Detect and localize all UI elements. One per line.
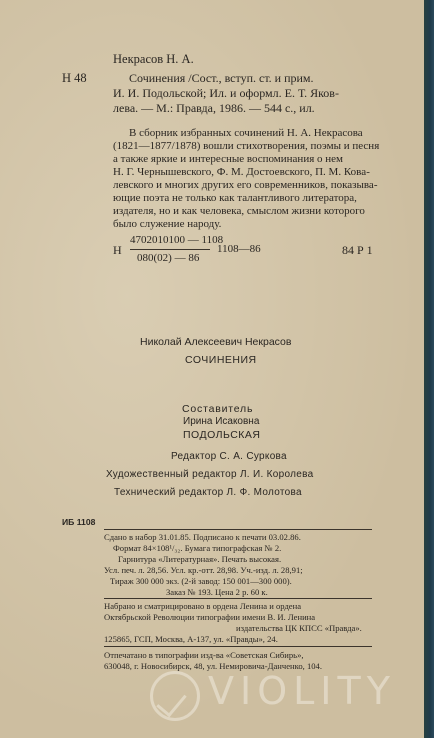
art-editor-line: Художественный редактор Л. И. Королева — [106, 469, 314, 480]
imprint-rule-top — [104, 529, 372, 530]
entry-line-1: Сочинения /Сост., вступ. ст. и прим. — [129, 71, 314, 85]
printer-line-2: 630048, г. Новосибирск, 48, ул. Немировича-Данченко, 104. — [104, 661, 322, 671]
compiler-label: Составитель — [182, 403, 254, 415]
catalog-code: 1108—86 — [217, 243, 261, 255]
watermark — [150, 665, 420, 725]
tech-editor-line: Технический редактор Л. Ф. Молотова — [114, 487, 302, 498]
watermark-text: VIOLITY — [208, 669, 396, 713]
printer-line-1: Отпечатано в типографии изд-ва «Советская Сибирь», — [104, 650, 304, 660]
publisher-line-1: Набрано и сматрицировано в ордена Ленина и ордена — [104, 601, 302, 611]
imprint-line-4: Усл. печ. л. 28,56. Усл. кр.-отт. 28,98. Уч.-изд. л. 28,91; — [104, 565, 303, 575]
compiler-name: Ирина Исаковна — [183, 416, 260, 427]
annotation-line-5: левского и многих других его современников, показыва- — [113, 179, 378, 191]
annotation-line-8: было служение народу. — [113, 218, 222, 230]
catalog-fraction-bar — [130, 249, 210, 250]
check-circle-icon — [150, 671, 200, 721]
annotation-line-4: Н. Г. Чернышевского, Ф. М. Достоевского, П. М. Ковa- — [113, 166, 370, 178]
entry-line-3: лева. — М.: Правда, 1986. — 544 с., ил. — [113, 101, 315, 115]
book-title: СОЧИНЕНИЯ — [185, 354, 257, 366]
imprint-line-1: Сдано в набор 31.01.85. Подписано к печати 03.02.86. — [104, 532, 301, 542]
catalog-denominator: 080(02) — 86 — [137, 252, 200, 264]
compiler-surname: ПОДОЛЬСКАЯ — [183, 429, 261, 441]
catalog-numerator: 4702010100 — 1108 — [130, 234, 224, 246]
imprint-line-5: Тираж 300 000 экз. (2-й завод: 150 001—300 000). — [110, 576, 292, 586]
entry-line-2: И. И. Подольской; Ил. и оформл. Е. Т. Яков- — [113, 86, 339, 100]
publisher-line-3: издательства ЦК КПСС «Правда». — [236, 623, 362, 633]
book-cover-edge — [424, 0, 434, 738]
annotation-line-3: а также яркие и интересные воспоминания о нем — [113, 153, 343, 165]
imprint-rule-bottom — [104, 646, 372, 647]
editor-line: Редактор С. А. Суркова — [171, 451, 287, 462]
imprint-line-3: Гарнитура «Литературная». Печать высокая. — [118, 554, 282, 564]
imprint-line-6: Заказ № 193. Цена 2 р. 60 к. — [166, 587, 268, 597]
ib-number: ИБ 1108 — [62, 517, 96, 527]
annotation-line-1: В сборник избранных сочинений Н. А. Некрасова — [129, 127, 363, 139]
publisher-line-4: 125865, ГСП, Москва, А-137, ул. «Правды», 24. — [104, 634, 278, 644]
publisher-line-2: Октябрьской Революции типографии имени В. И. Ленина — [104, 612, 316, 622]
catalog-prefix: Н — [113, 243, 122, 257]
index-code: Н 48 — [62, 71, 87, 85]
imprint-rule-middle — [104, 598, 372, 599]
imprint-line-2: Формат 84×108¹/₃₂. Бумага типографская № 2. — [113, 543, 282, 553]
annotation-line-6: ющие поэта не только как талантливого литератора, — [113, 192, 357, 204]
author-full-name: Николай Алексеевич Некрасов — [140, 336, 292, 348]
author-heading: Некрасов Н. А. — [113, 52, 194, 66]
annotation-line-2: (1821—1877/1878) вошли стихотворения, поэмы и песня — [113, 140, 380, 152]
catalog-class: 84 Р 1 — [342, 243, 373, 257]
annotation-line-7: издателя, но и как человека, смыслом жизни которого — [113, 205, 365, 217]
